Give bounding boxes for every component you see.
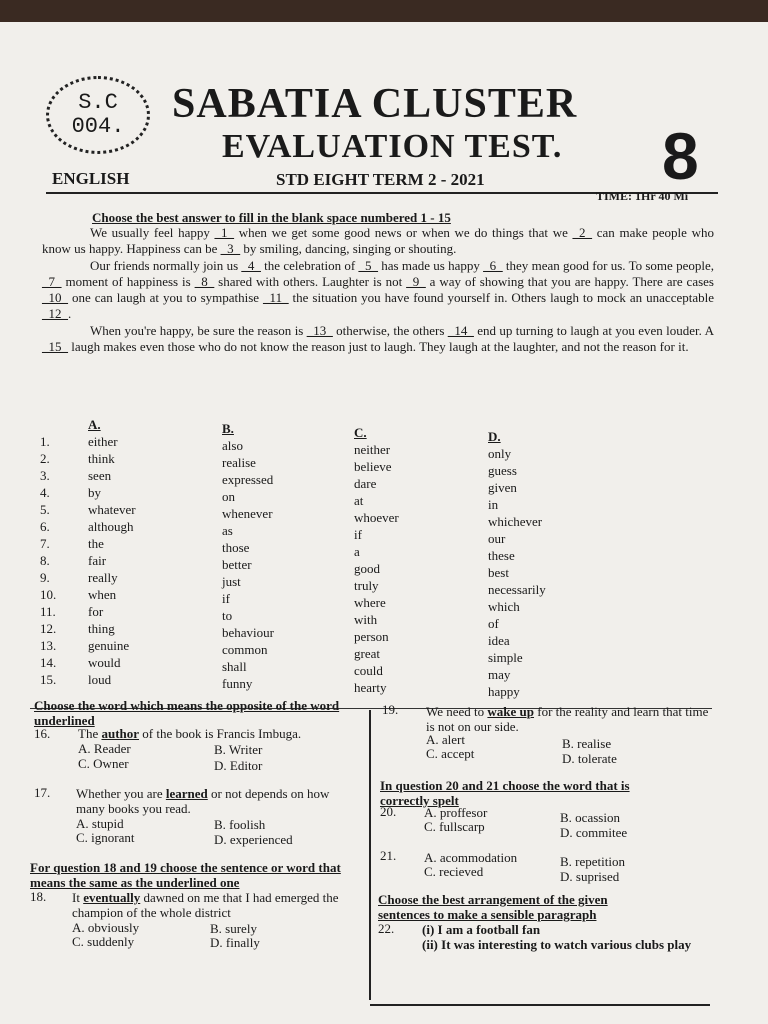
option-d: simple (488, 650, 523, 665)
blank-9: _9_ (406, 274, 426, 289)
q18-option-c: C. suddenly (72, 934, 135, 949)
option-a: whatever (88, 502, 136, 517)
option-d: our (488, 531, 506, 546)
text: can make people who know us happy. Happiness can be (42, 225, 715, 256)
option-b: as (222, 523, 233, 538)
cloze-instruction: Choose the best answer to fill in the blank space numbered 1 - 15 (92, 210, 451, 225)
stamp-line-2: 004. (71, 114, 125, 139)
text: . (68, 306, 72, 321)
option-b: whenever (222, 506, 273, 521)
option-number: 15. (40, 672, 57, 687)
option-a: either (88, 434, 118, 449)
q18-option-a: A. obviously (72, 920, 140, 935)
q18-underlined: eventually (83, 890, 141, 905)
option-number: 13. (40, 638, 57, 653)
option-number: 6. (40, 519, 50, 534)
option-a: fair (88, 553, 107, 568)
option-b: just (222, 574, 241, 589)
column-d-header: D. (488, 429, 501, 444)
option-a: the (88, 536, 104, 551)
blank-4: _4_ (241, 258, 261, 273)
q20-number: 20. (380, 804, 397, 819)
option-b: expressed (222, 472, 274, 487)
option-b: also (222, 438, 243, 453)
option-d: best (488, 565, 509, 580)
option-number: 12. (40, 621, 57, 636)
exam-paper (0, 22, 768, 1024)
q21-number: 21. (380, 848, 397, 863)
option-c: with (354, 612, 378, 627)
option-d: may (488, 667, 511, 682)
option-d: whichever (488, 514, 543, 529)
text: by smiling, dancing, singing or shouting. (240, 241, 457, 256)
q16-option-a: A. Reader (78, 741, 131, 756)
q16-option-d: D. Editor (214, 758, 263, 773)
column-b-header: B. (222, 421, 234, 436)
q20-option-d: D. commitee (560, 825, 628, 840)
option-b: those (222, 540, 250, 555)
option-b: better (222, 557, 252, 572)
passage-paragraph-2 (42, 258, 714, 322)
q19-stem (426, 704, 710, 734)
q16-stem (78, 726, 358, 741)
text: It (72, 890, 84, 905)
blank-5: _5_ (358, 258, 378, 273)
q19-number: 19. (382, 702, 399, 717)
option-a: when (88, 587, 117, 602)
q20-option-b: B. ocassion (560, 810, 620, 825)
option-d: which (488, 599, 520, 614)
q21-option-d: D. suprised (560, 869, 620, 884)
q16-number: 16. (34, 726, 51, 741)
option-c: if (354, 527, 362, 542)
option-c: dare (354, 476, 377, 491)
option-number: 11. (40, 604, 56, 619)
option-a: seen (88, 468, 112, 483)
text: one can laugh at you to sympathise (68, 290, 264, 305)
column-b (222, 420, 274, 692)
q17-stem (76, 786, 346, 816)
option-c: at (354, 493, 364, 508)
option-a: genuine (88, 638, 130, 653)
exam-subtitle: EVALUATION TEST. (222, 128, 563, 165)
q19-option-d: D. tolerate (562, 751, 617, 766)
option-number: 10. (40, 587, 57, 602)
blank-2: _2_ (572, 225, 593, 240)
q21-option-b: B. repetition (560, 854, 625, 869)
q17-option-b: B. foolish (214, 817, 266, 832)
text: laugh makes even those who do not know the reason just to laugh. They laugh at the laughter, and not the reason for it. (68, 339, 689, 354)
term-label: STD EIGHT TERM 2 - 2021 (276, 170, 485, 189)
option-d: these (488, 548, 515, 563)
text: end up turning to laugh at you even louder. A (473, 323, 714, 338)
time-label: TIME: 1Hr 40 Mi (596, 189, 689, 203)
text: or not depends on how many books you read. (76, 786, 330, 816)
q17-option-a: A. stupid (76, 816, 124, 831)
text: moment of happiness is (61, 274, 195, 289)
q17-option-d: D. experienced (214, 832, 293, 847)
blank-13: _13_ (306, 323, 333, 338)
text: when we get some good news or when we do things that we (234, 225, 573, 240)
passage-paragraph-1 (42, 225, 714, 257)
text: We usually feel happy (90, 225, 215, 240)
option-a: for (88, 604, 104, 619)
option-c: believe (354, 459, 392, 474)
passage-paragraph-3 (42, 323, 714, 355)
option-b: behaviour (222, 625, 274, 640)
text: they mean good for us. To some people, (502, 258, 714, 273)
option-number: 2. (40, 451, 50, 466)
blank-8: _8_ (194, 274, 215, 289)
stamp-line-1: S.C (78, 90, 118, 115)
text: a way of showing that you are happy. There are cases (425, 274, 714, 289)
column-a (88, 416, 136, 688)
q21-option-a: A. acommodation (424, 850, 518, 865)
q19-option-a: A. alert (426, 732, 465, 747)
blank-3: _3_ (220, 241, 241, 256)
option-number: 4. (40, 485, 50, 500)
section-spelling-heading: In question 20 and 21 choose the word that is correctly spelt (380, 778, 630, 808)
q19-option-c: C. accept (426, 746, 475, 761)
blank-11: _11_ (263, 290, 289, 305)
blank-15: _15_ (42, 339, 68, 354)
text: When you're happy, be sure the reason is (90, 323, 307, 338)
q16-option-b: B. Writer (214, 742, 263, 757)
text: the celebration of (260, 258, 359, 273)
q18-option-d: D. finally (210, 935, 260, 950)
q20-option-c: C. fullscarp (424, 819, 485, 834)
option-c: truly (354, 578, 379, 593)
q21-option-c: C. recieved (424, 864, 484, 879)
q22-number: 22. (378, 921, 395, 936)
option-a: loud (88, 672, 112, 687)
blank-7: _7_ (42, 274, 62, 289)
text: dawned on me that I had emerged the champion of the whole district (72, 890, 339, 920)
section-opposite-heading: Choose the word which means the opposite of the word underlined (34, 698, 340, 728)
option-a: would (88, 655, 121, 670)
option-d: of (488, 616, 499, 631)
option-d: only (488, 446, 512, 461)
option-numbers (40, 416, 56, 688)
option-d: given (488, 480, 517, 495)
option-b: if (222, 591, 230, 606)
blank-14: _14_ (447, 323, 474, 338)
option-d: necessarily (488, 582, 546, 597)
school-stamp (46, 76, 150, 154)
option-d: idea (488, 633, 510, 648)
option-b: on (222, 489, 235, 504)
text: has made us happy (377, 258, 484, 273)
option-d: happy (488, 684, 520, 699)
subject-label: ENGLISH (52, 169, 130, 188)
option-number: 8. (40, 553, 50, 568)
exam-title: SABATIA CLUSTER (172, 81, 578, 127)
option-number: 5. (40, 502, 50, 517)
blank-6: _6_ (483, 258, 503, 273)
blank-10: _10_ (42, 290, 68, 305)
option-b: common (222, 642, 268, 657)
option-d: in (488, 497, 499, 512)
option-a: thing (88, 621, 115, 636)
blank-12: _12_ (42, 306, 68, 321)
q18-stem (72, 890, 357, 920)
option-number: 14. (40, 655, 57, 670)
text: We need to (426, 704, 488, 719)
cloze-passage (42, 225, 714, 356)
option-b: realise (222, 455, 256, 470)
option-a: really (88, 570, 118, 585)
text: shared with others. Laughter is not (214, 274, 407, 289)
column-d (488, 428, 546, 700)
option-c: a (354, 544, 360, 559)
text: for the reality and learn that time is not on our side. (426, 704, 709, 734)
option-b: to (222, 608, 233, 623)
column-a-header: A. (88, 417, 101, 432)
option-c: great (354, 646, 380, 661)
column-c-header: C. (354, 425, 367, 440)
option-c: whoever (354, 510, 399, 525)
q22-sentence-ii: (ii) It was interesting to watch various clubs play (422, 937, 692, 952)
q18-option-b: B. surely (210, 921, 257, 936)
option-a: by (88, 485, 101, 500)
option-c: where (354, 595, 386, 610)
section-arrangement-heading: Choose the best arrangement of the given sentences to make a sensible paragraph (378, 892, 608, 922)
text: of the book is Francis Imbuga. (139, 726, 302, 741)
option-number: 7. (40, 536, 50, 551)
grade-mark: 8 (662, 119, 699, 193)
q20-option-a: A. proffesor (424, 805, 488, 820)
blank-1: _1_ (214, 225, 235, 240)
q22-sentence-i: (i) I am a football fan (422, 922, 541, 937)
q17-number: 17. (34, 785, 51, 800)
text: The (78, 726, 102, 741)
option-c: hearty (354, 680, 387, 695)
q17-underlined: learned (165, 786, 208, 801)
column-divider (369, 710, 371, 1000)
section-synonym-heading: For question 18 and 19 choose the sentence or word that means the same as the underlined one (30, 860, 341, 890)
q19-option-b: B. realise (562, 736, 612, 751)
option-c: neither (354, 442, 391, 457)
spacer (40, 416, 56, 433)
column-c (354, 424, 399, 696)
q16-underlined: author (101, 726, 140, 741)
option-number: 1. (40, 434, 50, 449)
q17-option-c: C. ignorant (76, 830, 135, 845)
option-b: shall (222, 659, 247, 674)
option-c: could (354, 663, 383, 678)
bottom-divider (370, 1004, 710, 1006)
q19-underlined: wake up (487, 704, 535, 719)
option-d: guess (488, 463, 517, 478)
option-number: 3. (40, 468, 50, 483)
option-b: funny (222, 676, 253, 691)
option-c: good (354, 561, 380, 576)
option-number: 9. (40, 570, 50, 585)
text: Our friends normally join us (90, 258, 242, 273)
option-a: although (88, 519, 134, 534)
q18-number: 18. (30, 889, 47, 904)
option-c: person (354, 629, 389, 644)
text: the situation you have found yourself in. Others laugh to mock an unacceptable (288, 290, 714, 305)
text: Whether you are (76, 786, 166, 801)
option-a: think (88, 451, 115, 466)
text: otherwise, the others (332, 323, 448, 338)
q16-option-c: C. Owner (78, 756, 129, 771)
